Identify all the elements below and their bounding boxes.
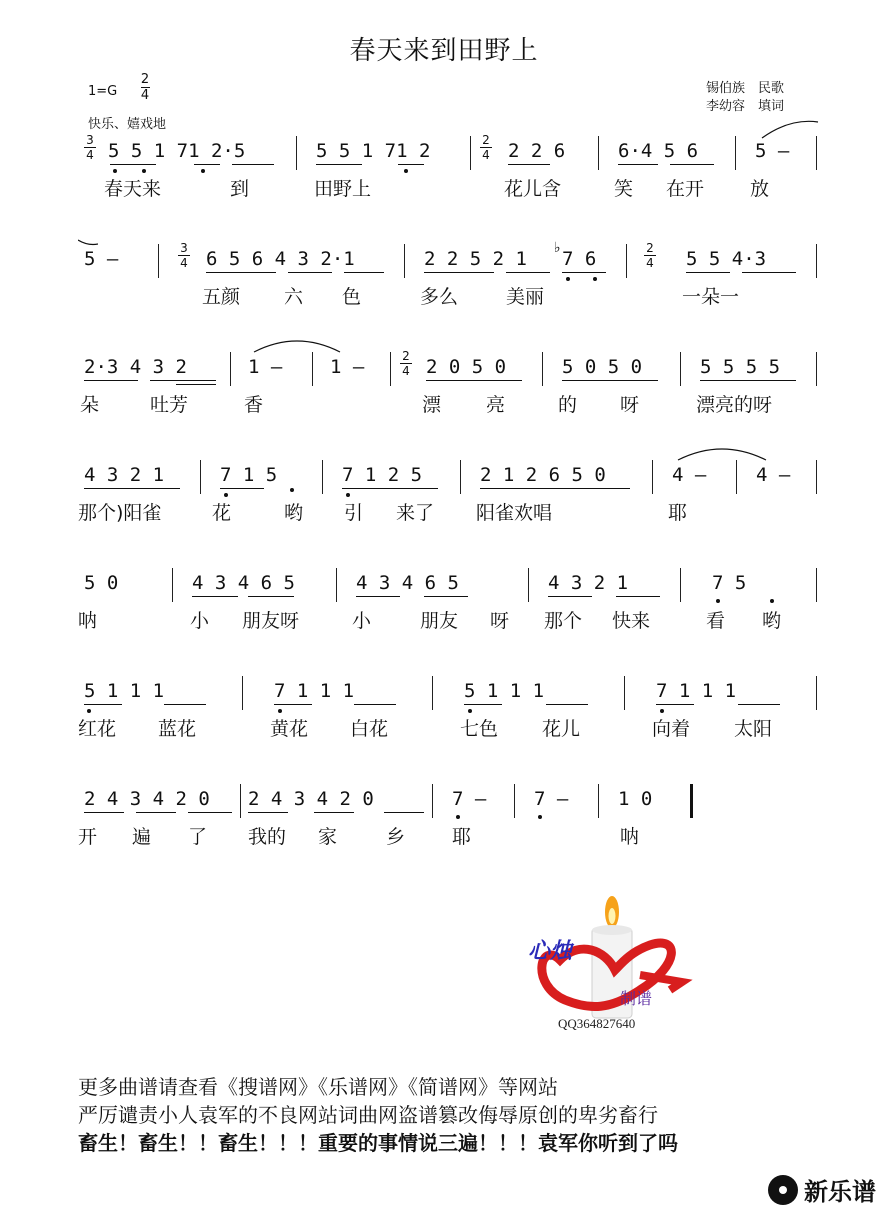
lyric: 美丽 bbox=[506, 286, 545, 308]
measure-notes: 2 0 5 0 bbox=[426, 356, 507, 378]
measure-notes: 2 4 3 4 2 0 bbox=[248, 788, 374, 810]
lyric: 看 bbox=[706, 610, 726, 632]
lyric: 耶 bbox=[668, 502, 688, 524]
lyric: 快来 bbox=[612, 610, 651, 632]
staff-system-3 bbox=[0, 346, 888, 446]
maker-stamp bbox=[520, 890, 710, 1040]
vinyl-disc-icon bbox=[768, 1175, 798, 1205]
lyric: 六 bbox=[284, 286, 304, 308]
measure-notes: 7 – bbox=[452, 788, 487, 810]
lyric: 漂亮的呀 bbox=[696, 394, 773, 416]
lyric: 呀 bbox=[620, 394, 640, 416]
lyric: 吐芳 bbox=[150, 394, 189, 416]
measure-notes: 7 1 1 1 bbox=[656, 680, 737, 702]
lyric: 太阳 bbox=[734, 718, 773, 740]
lyric: 漂 bbox=[422, 394, 442, 416]
lyric: 那个)阳雀 bbox=[78, 502, 162, 524]
lyric: 哟 bbox=[762, 610, 782, 632]
lyric: 多么 bbox=[420, 286, 459, 308]
credits bbox=[706, 80, 784, 116]
lyric: 放 bbox=[750, 178, 770, 200]
tie-arc bbox=[78, 238, 98, 248]
tie-arc bbox=[252, 334, 342, 354]
lyric: 耶 bbox=[452, 826, 472, 848]
lyric: 小 bbox=[352, 610, 372, 632]
measure-notes: 7 5 bbox=[712, 572, 747, 594]
measure-notes: 2 2 6 bbox=[508, 140, 566, 162]
lyric: 花儿含 bbox=[504, 178, 562, 200]
lyric: 家 bbox=[318, 826, 338, 848]
lyric: 蓝花 bbox=[158, 718, 197, 740]
key-signature: 1=G bbox=[88, 84, 118, 99]
lyric: 我的 bbox=[248, 826, 287, 848]
lyric: 色 bbox=[342, 286, 362, 308]
measure-notes: 2·3 4 3 2 bbox=[84, 356, 187, 378]
measure-notes: 5 5 4·3 bbox=[686, 248, 767, 270]
staff-system-7 bbox=[0, 778, 888, 878]
lyric: 红花 bbox=[78, 718, 117, 740]
lyric: 那个 bbox=[544, 610, 583, 632]
lyric: 引 bbox=[344, 502, 364, 524]
staff-system-5 bbox=[0, 562, 888, 662]
lyric: 呐 bbox=[620, 826, 640, 848]
lyric: 遍 bbox=[132, 826, 152, 848]
lyric: 呐 bbox=[78, 610, 98, 632]
measure-notes: 1 – bbox=[330, 356, 365, 378]
measure-notes: 4 3 2 1 bbox=[84, 464, 165, 486]
measure-notes: 5 5 1 71 2·5 bbox=[108, 140, 246, 162]
measure-notes: 2 2 5 2 1 bbox=[424, 248, 527, 270]
lyric: 向着 bbox=[652, 718, 691, 740]
credit-lyricist: 李幼容 填词 bbox=[706, 99, 785, 114]
credit-folk-song: 锡伯族 民歌 bbox=[706, 81, 785, 96]
footer-line-3: 畜生！畜生！！畜生！！！重要的事情说三遍！！！袁军你听到了吗 bbox=[78, 1131, 678, 1155]
measure-notes: 7 1 5 bbox=[220, 464, 278, 486]
song-title: 春天来到田野上 bbox=[349, 36, 539, 66]
time-signature-2-4: 2 4 bbox=[480, 134, 492, 161]
lyric: 亮 bbox=[486, 394, 506, 416]
lyric: 呀 bbox=[490, 610, 510, 632]
measure-notes: 5 5 1 71 2 bbox=[316, 140, 431, 162]
measure-notes: 6·4 5 6 bbox=[618, 140, 699, 162]
lyric: 一朵一 bbox=[682, 286, 740, 308]
staff-system-4 bbox=[0, 454, 888, 554]
time-signature-3-4: 3 4 bbox=[178, 242, 190, 269]
time-signature-2-4: 2 4 bbox=[400, 350, 412, 377]
lyric: 田野上 bbox=[314, 178, 372, 200]
lyric: 香 bbox=[244, 394, 264, 416]
stamp-made-by: 制谱 bbox=[620, 989, 653, 1008]
footer-line-1: 更多曲谱请查看《搜谱网》《乐谱网》《简谱网》等网站 bbox=[78, 1075, 558, 1099]
measure-notes: 5 – bbox=[755, 140, 790, 162]
lyric: 七色 bbox=[460, 718, 499, 740]
stamp-qq: QQ364827640 bbox=[558, 1016, 636, 1031]
brand-name: 新乐谱 bbox=[804, 1178, 876, 1206]
staff-system-2 bbox=[0, 238, 888, 338]
flat-sign: ♭ bbox=[554, 240, 561, 256]
staff-system-6 bbox=[0, 670, 888, 770]
time-signature-2-4: 2 4 bbox=[644, 242, 656, 269]
lyric: 小 bbox=[190, 610, 210, 632]
measure-notes: 5 – bbox=[84, 248, 119, 270]
measure-notes: 4 3 4 6 5 bbox=[192, 572, 295, 594]
measure-notes: 1 0 bbox=[618, 788, 653, 810]
lyric: 开 bbox=[78, 826, 98, 848]
measure-notes: 7 1 2 5 bbox=[342, 464, 423, 486]
measure-notes: 5 1 1 1 bbox=[84, 680, 165, 702]
measure-notes: 4 3 2 1 bbox=[548, 572, 629, 594]
tempo-marking: 快乐、嬉戏地 bbox=[88, 117, 167, 132]
measure-notes: 7 – bbox=[534, 788, 569, 810]
measure-notes: 6 5 6 4 3 2·1 bbox=[206, 248, 355, 270]
lyric: 到 bbox=[230, 178, 250, 200]
lyric: 五颜 bbox=[202, 286, 241, 308]
measure-notes: 2 4 3 4 2 0 bbox=[84, 788, 210, 810]
footer-line-2: 严厉谴责小人袁军的不良网站词曲网盗谱篡改侮辱原创的卑劣畜行 bbox=[78, 1103, 658, 1127]
measure-notes: 4 – bbox=[672, 464, 707, 486]
lyric: 来了 bbox=[396, 502, 435, 524]
measure-notes: 4 3 4 6 5 bbox=[356, 572, 459, 594]
lyric: 在开 bbox=[666, 178, 705, 200]
measure-notes: 1 – bbox=[248, 356, 283, 378]
measure-notes: 4 – bbox=[756, 464, 791, 486]
lyric: 朋友 bbox=[420, 610, 459, 632]
measure-notes: 5 1 1 1 bbox=[464, 680, 545, 702]
stamp-maker-name: 心烛 bbox=[528, 939, 573, 964]
measure-notes: 2 1 2 6 5 0 bbox=[480, 464, 606, 486]
lyric: 阳雀欢唱 bbox=[476, 502, 553, 524]
lyric: 朵 bbox=[80, 394, 100, 416]
lyric: 哟 bbox=[284, 502, 304, 524]
lyric: 乡 bbox=[386, 826, 406, 848]
lyric: 白花 bbox=[350, 718, 389, 740]
lyric: 笑 bbox=[614, 178, 634, 200]
measure-notes: 5 5 5 5 bbox=[700, 356, 781, 378]
lyric: 黄花 bbox=[270, 718, 309, 740]
lyric: 了 bbox=[188, 826, 208, 848]
tie-arc bbox=[760, 118, 820, 140]
brand-logo bbox=[768, 1172, 876, 1207]
lyric: 春天来 bbox=[104, 178, 162, 200]
lyric: 朋友呀 bbox=[242, 610, 300, 632]
lyric: 的 bbox=[558, 394, 578, 416]
measure-notes: 7 1 1 1 bbox=[274, 680, 355, 702]
staff-system-1 bbox=[0, 130, 888, 230]
lyric: 花 bbox=[212, 502, 232, 524]
final-barline bbox=[690, 784, 693, 818]
time-signature-3-4: 3 4 bbox=[84, 134, 96, 161]
lyric: 花儿 bbox=[542, 718, 581, 740]
measure-notes: 7 6 bbox=[562, 248, 597, 270]
measure-notes: 5 0 bbox=[84, 572, 119, 594]
initial-time-signature: 2 4 bbox=[140, 72, 150, 103]
tie-arc bbox=[676, 442, 768, 462]
measure-notes: 5 0 5 0 bbox=[562, 356, 643, 378]
